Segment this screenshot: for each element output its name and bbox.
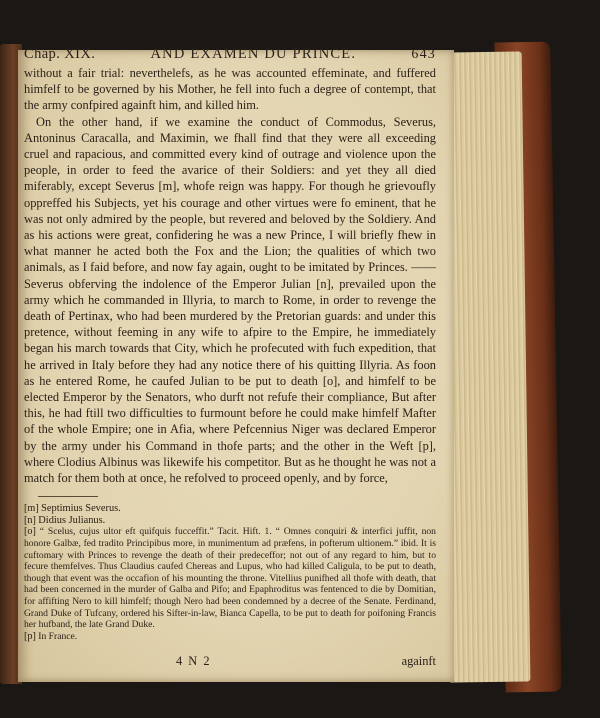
footnote-text: In France. bbox=[38, 630, 78, 642]
footnote-label: [n] bbox=[24, 514, 36, 526]
footnote bbox=[24, 503, 436, 515]
chapter-label: Chap. XIX. bbox=[24, 46, 96, 62]
footnote-text: “ Scelus, cujus ultor eft quifquis fucceffit.” Tacit. Hift. 1. “ Omnes conquiri & interfici juffit, non honore Galbæ, fed tradito Principibus more, in munimentum ad præfens, in pofterum ultionem.” ibid. It is cuftomary with Princes to revenge the death of their predeceffor; not out of any regard to him, but to fecure themfelves. Thus Claudius caufed Chereas and Lupus, who had killed Caligula, to be put to death, though that event was the occafion of his mounting the throne. Vitellius punifhed all thofe with death, that had been concerned in the murder of Galba and Pifo; and Epaphroditus was fentenced to die by Domitian, for affifting Nero to kill himfelf; though Nero had been condemned by a decree of the Senate. Ferdinand, Grand Duke of Tufcany, ordered his Sifter-in-law, Bianca Capella, to be put to death for poifoning Francis her hufband, the late Grand Duke. bbox=[24, 526, 436, 631]
footnote bbox=[24, 631, 436, 643]
catchword: againft bbox=[401, 654, 436, 669]
signature-mark: 4 N 2 bbox=[176, 654, 212, 669]
footnote-text: Septimius Severus. bbox=[41, 503, 121, 515]
footnote-text: Didius Julianus. bbox=[38, 514, 106, 526]
footnotes bbox=[24, 503, 436, 642]
body-text bbox=[24, 65, 436, 486]
footnote-label: [p] bbox=[24, 630, 36, 642]
paragraph: without a fair trial: neverthelefs, as he was accounted effeminate, and fuffered himfelf to be governed by his Mother, he fell into fuch a degree of contempt, that the army confpired againft him, and killed him. bbox=[24, 66, 436, 113]
running-head bbox=[24, 46, 436, 63]
footnote bbox=[24, 526, 436, 630]
footnote-label: [m] bbox=[24, 503, 39, 515]
page-content bbox=[24, 46, 436, 669]
page-number: 643 bbox=[411, 47, 436, 62]
page-edges bbox=[442, 51, 531, 682]
running-title: AND EXAMEN DU PRINCE. bbox=[150, 46, 357, 62]
paragraph: On the other hand, if we examine the conduct of Commodus, Severus, Antoninus Caracalla, and Maximin, we fhall find that they were all exceeding cruel and rapacious, and committed every kind of outrage and violence upon the people, in order to feed the avarice of their Soldiers: and yet they all died miferably, except Severus [m], whofe reign was happy. For though he grievoufly oppreffed his Subjects, yet his courage and other virtues were fo eminent, that he was not only admired by the people, but revered and beloved by the Soldiery. And as his actions were great, confidering he was a new Prince, I will briefly fhew in what manner he acted both the Fox and the Lion; the qualities of which two animals, as I faid before, and now fay again, ought to be imitated by Princes. —— Severus obferving the indolence of the Emperor Julian [n], prevailed upon the army which he commanded in Illyria, to march to Rome, in order to revenge the death of Pertinax, who had been murdered by the Pretorian guards: and under this pretence, without feeming in any wife to afpire to the Empire, he immediately began his march towards that City, which he profecuted with fuch expedition, that he arrived in Italy before they had any notice there of his quitting Illyria. As foon as he entered Rome, he caufed Julian to be put to death [o], and himfelf to be elected Emperor by the Senators, who durft not refufe their compliance, But after this, he had ftill two difficulties to furmount before he could make himfelf Mafter of the whole Empire; one in Afia, where Pefcennius Niger was declared Emperor by the army under his Command in thofe parts; and the other in the Weft [p], where Clodius Albinus was likewife his competitor. But as he thought he was not a match for them both at once, he refolved to proceed openly, and by force, bbox=[24, 114, 436, 486]
footnote bbox=[24, 515, 436, 527]
footnote-rule bbox=[38, 496, 98, 497]
footnote-label: [o] bbox=[24, 526, 36, 538]
page-footer bbox=[24, 654, 436, 669]
